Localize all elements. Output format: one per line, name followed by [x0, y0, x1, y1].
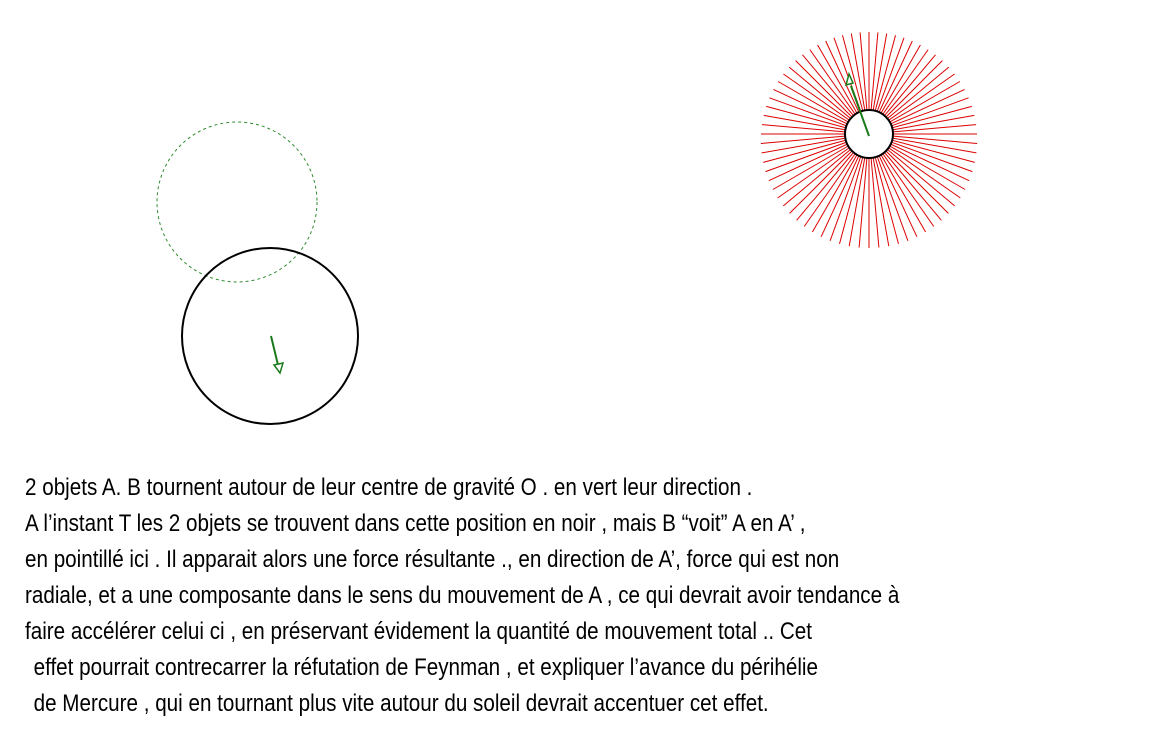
explanation-text	[25, 470, 993, 722]
caption-line-3: en pointillé ici . Il apparait alors une force résultante ., en direction de A’, force qui est non	[25, 546, 840, 573]
caption-line-7: de Mercure , qui en tournant plus vite autour du soleil devrait accentuer cet effet.	[33, 690, 769, 717]
caption-line-6: effet pourrait contrecarrer la réfutation de Feynman , et expliquer l’avance du périhélie	[33, 654, 818, 681]
direction-arrow-a-icon	[271, 336, 283, 373]
apparent-position-circle	[157, 122, 317, 282]
caption-line-2: A l’instant T les 2 objets se trouvent dans cette position en noir , mais B “voit” A en A’ ,	[25, 510, 806, 537]
caption-line-5: faire accélérer celui ci , en préservant évidement la quantité de mouvement total .. Cet	[25, 618, 813, 645]
caption-line-4: radiale, et a une composante dans le sens du mouvement de A , ce qui devrait avoir tendance à	[25, 582, 900, 609]
caption-line-1: 2 objets A. B tournent autour de leur centre de gravité O . en vert leur direction .	[25, 474, 753, 501]
